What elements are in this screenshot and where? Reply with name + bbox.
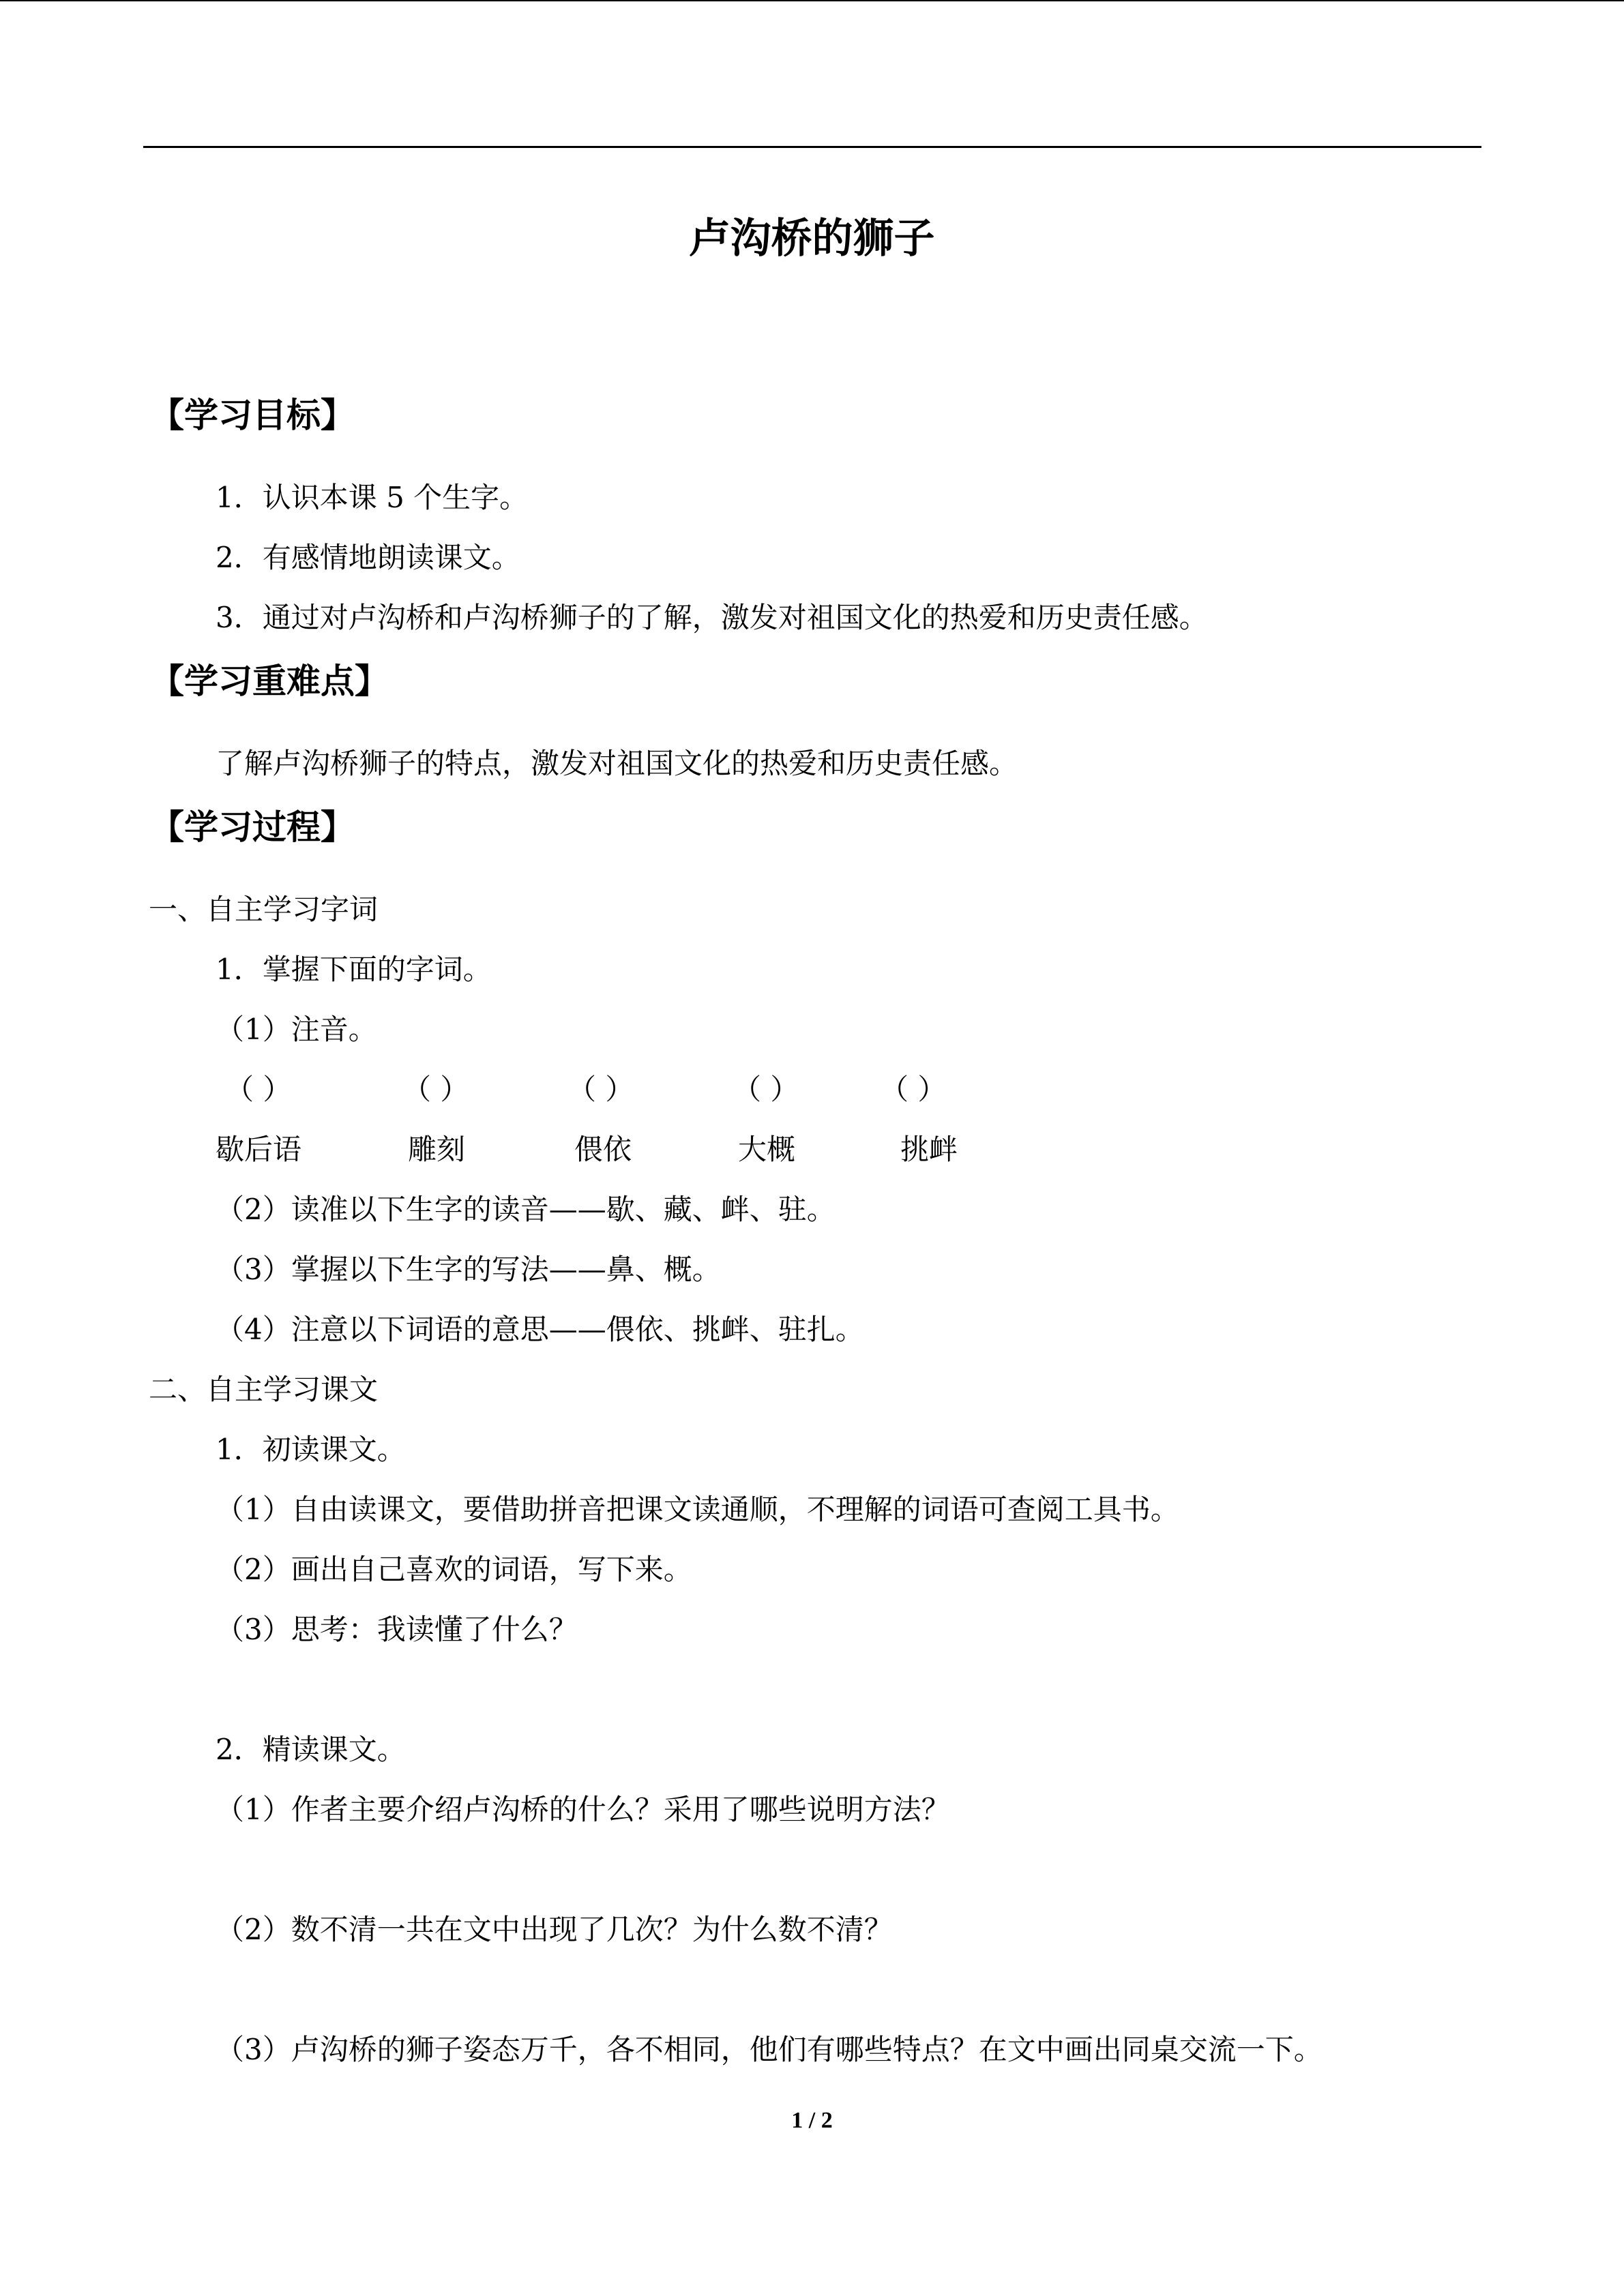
part1-sub3: （3）掌握以下生字的写法——鼻、概。 bbox=[216, 1253, 721, 1286]
part1-sub1: （1）注音。 bbox=[216, 1013, 377, 1046]
vocab-word: 挑衅 bbox=[900, 1133, 958, 1166]
part1-item1: 1．掌握下面的字词。 bbox=[216, 953, 492, 986]
part2-item2: 2．精读课文。 bbox=[216, 1733, 406, 1766]
part2-item2-sub: （3）卢沟桥的狮子姿态万千，各不相同，他们有哪些特点？在文中画出同桌交流一下。 bbox=[216, 2033, 1323, 2066]
part2-item1-sub: （1）自由读课文，要借助拼音把课文读通顺，不理解的词语可查阅工具书。 bbox=[216, 1493, 1179, 1526]
pinyin-blank: （ ） bbox=[402, 1073, 469, 1106]
vocab-word: 歇后语 bbox=[216, 1133, 302, 1166]
part2-item1-sub: （3）思考：我读懂了什么？ bbox=[216, 1613, 578, 1646]
part2-item1-sub: （2）画出自己喜欢的词语，写下来。 bbox=[216, 1553, 692, 1586]
part2-item1: 1．初读课文。 bbox=[216, 1433, 406, 1466]
pinyin-blank: （ ） bbox=[225, 1073, 292, 1106]
part2-item2-sub: （1）作者主要介绍卢沟桥的什么？采用了哪些说明方法？ bbox=[216, 1793, 950, 1826]
vocab-word: 偎依 bbox=[574, 1133, 632, 1166]
section-heading-process: 【学习过程】 bbox=[150, 807, 355, 847]
goal-item: 3．通过对卢沟桥和卢沟桥狮子的了解，激发对祖国文化的热爱和历史责任感。 bbox=[216, 601, 1208, 634]
part1-heading: 一、自主学习字词 bbox=[149, 893, 379, 926]
section-heading-key-points: 【学习重难点】 bbox=[150, 661, 389, 701]
part1-sub2: （2）读准以下生字的读音——歇、藏、衅、驻。 bbox=[216, 1193, 836, 1226]
goal-item: 2．有感情地朗读课文。 bbox=[216, 541, 520, 574]
section-heading-goals: 【学习目标】 bbox=[150, 396, 355, 435]
page-number: 1 / 2 bbox=[791, 2108, 833, 2133]
header-rule bbox=[143, 146, 1481, 148]
pinyin-blank: （ ） bbox=[567, 1073, 634, 1106]
goal-item: 1．认识本课 5 个生字。 bbox=[216, 481, 529, 514]
vocab-word: 大概 bbox=[738, 1133, 796, 1166]
part1-sub4: （4）注意以下词语的意思——偎依、挑衅、驻扎。 bbox=[216, 1313, 864, 1346]
page-title: 卢沟桥的狮子 bbox=[689, 215, 935, 263]
vocab-word: 雕刻 bbox=[408, 1133, 466, 1166]
pinyin-blank: （ ） bbox=[880, 1073, 947, 1106]
part2-heading: 二、自主学习课文 bbox=[149, 1373, 379, 1406]
part2-item2-sub: （2）数不清一共在文中出现了几次？为什么数不清？ bbox=[216, 1913, 893, 1946]
key-points-text: 了解卢沟桥狮子的特点，激发对祖国文化的热爱和历史责任感。 bbox=[216, 747, 1018, 780]
pinyin-blank: （ ） bbox=[733, 1073, 799, 1106]
